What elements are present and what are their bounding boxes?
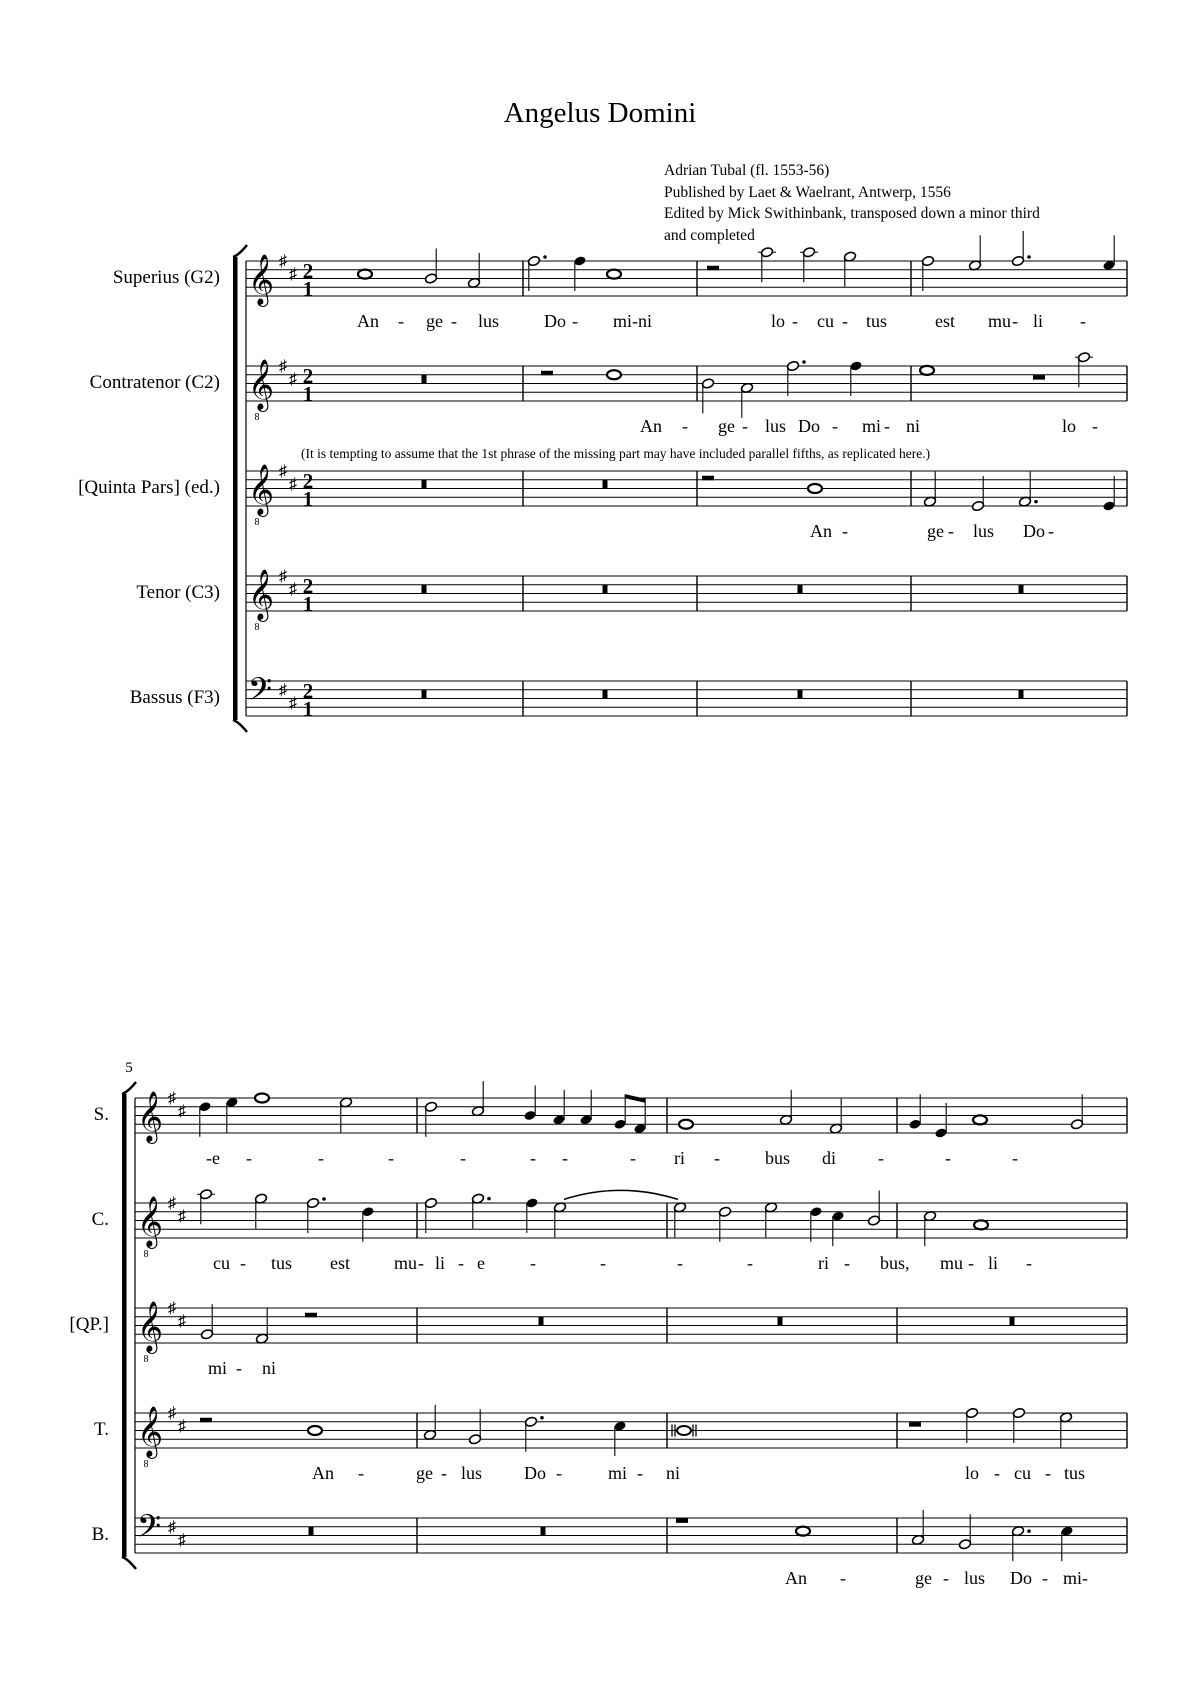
lyric-syllable: - [842,311,848,331]
measure-rest-icon [603,585,608,594]
notehead [867,1215,880,1226]
lyric-syllable: - [742,416,748,436]
lyric-syllable: - [451,311,457,331]
measure-rest-icon [603,690,608,699]
lyric-syllable: est [935,311,955,331]
lyric-syllable: - [388,1148,394,1168]
lyric-syllable: ge [416,1463,433,1483]
lyric-syllable: tus [1064,1463,1086,1483]
lyric-syllable: ni [262,1358,277,1378]
time-sig-top: 2 [302,469,314,493]
notehead [424,1101,437,1112]
measure-rest-icon [422,480,427,489]
lyric-syllable: - [714,1148,720,1168]
time-sig-top: 2 [302,574,314,598]
treble-clef-icon: 𝄞 [136,1092,164,1141]
measure-rest-icon [798,585,803,594]
notehead [849,360,862,371]
sharp-icon: ♯ [178,1531,186,1549]
staff-c- [92,1189,1127,1273]
sharp-icon: ♯ [168,1518,176,1536]
lyric-syllable: - [637,1463,643,1483]
tie [564,1190,678,1199]
whole-notehead [974,1220,988,1229]
measure-rest-icon [778,1317,783,1326]
lyric-syllable: - [747,1253,753,1273]
measure-rest-icon [422,375,427,384]
half-rest-icon [305,1313,317,1318]
staff-name-label: [Quinta Pars] (ed.) [78,477,220,498]
time-sig-bottom: 1 [302,697,314,721]
octave-eight-marker: 8 [254,517,260,528]
lyric-syllable: lus [765,416,787,436]
lyric-syllable: - [994,1463,1000,1483]
octave-eight-marker: 8 [254,622,260,633]
lyric-syllable: - [460,1148,466,1168]
lyric-syllable: e [477,1253,485,1273]
lyric-syllable: tus [866,311,888,331]
notehead [525,1197,538,1208]
whole-notehead [358,270,372,279]
notehead [934,1127,947,1138]
lyric-syllable: - [240,1253,246,1273]
lyric-syllable: ge [915,1568,932,1588]
time-sig-top: 2 [302,364,314,388]
notehead [306,1197,319,1208]
lyric-syllable: ge [718,416,735,436]
lyric-syllable: mi [608,1463,628,1483]
sharp-icon: ♯ [178,1313,186,1331]
lyric-syllable: lus [973,521,995,541]
treble-clef-icon: 𝄞 [136,1407,164,1456]
lyric-syllable: - [968,1253,974,1273]
lyric-syllable: cu [213,1253,230,1273]
half-rest-icon [541,371,553,376]
time-sig-bottom: 1 [302,382,314,406]
dot [1034,500,1038,504]
lyric-syllable: - [884,416,890,436]
dot [802,360,806,364]
notehead [523,1110,536,1121]
lyric-syllable: - [1012,1148,1018,1168]
lyric-syllable: An [785,1568,807,1588]
lyric-syllable: Do [1010,1568,1032,1588]
measure-rest-icon [798,690,803,699]
lyric-syllable: Do [798,416,820,436]
lyric-syllable: lo [965,1463,980,1483]
staff-s- [94,1081,1127,1168]
lyric-syllable: mu [394,1253,418,1273]
notehead [1012,1407,1025,1418]
lyric-syllable: - [630,1148,636,1168]
octave-eight-marker: 8 [143,1249,149,1260]
staff-name-label: T. [94,1419,109,1440]
lyric-syllable: - [840,1568,846,1588]
treble-clef-icon: 𝄞 [247,570,275,619]
lyric-syllable: - [600,1253,606,1273]
measure-rest-icon [1010,1317,1015,1326]
notehead [200,1329,213,1340]
lyric-syllable: - [1042,1568,1048,1588]
editorial-note: (It is tempting to assume that the 1st phrase of the missing part may have included parallel fifths, as replicated here.) [301,446,931,461]
whole-notehead [808,484,822,493]
sharp-icon: ♯ [178,1103,186,1121]
lyric-syllable: Do [1023,521,1045,541]
staff-superius-g2- [113,231,1127,331]
lyric-syllable: - [246,1148,252,1168]
lyric-syllable: mi- [1063,1568,1088,1588]
dot [487,1197,491,1201]
octave-eight-marker: 8 [143,1459,149,1470]
lyric-syllable: -e [206,1148,220,1168]
sharp-icon: ♯ [289,476,297,494]
lyric-syllable: - [398,311,404,331]
notehead [786,360,799,371]
lyric-syllable: li [988,1253,999,1273]
half-rest-icon [200,1418,212,1423]
sharp-icon: ♯ [168,1090,176,1107]
lyric-syllable: - [418,1253,424,1273]
sharp-icon: ♯ [279,568,287,585]
staff-name-label: Tenor (C3) [136,582,220,603]
sharp-icon: ♯ [279,463,287,480]
lyric-syllable: ni [906,416,921,436]
sharp-icon: ♯ [168,1300,176,1317]
lyric-syllable: cu [1014,1463,1031,1483]
publisher-credit: Published by Laet & Waelrant, Antwerp, 1556 [664,183,951,201]
notehead [468,1434,481,1445]
notehead [424,1197,437,1208]
notehead [809,1206,822,1217]
lyric-syllable: - [318,1148,324,1168]
bracket-hook-bottom [122,1557,136,1569]
notehead [573,255,586,266]
time-sig-bottom: 1 [302,592,314,616]
breve-notehead [677,1426,691,1435]
lyric-syllable: - [358,1463,364,1483]
lyric-syllable: - [844,1253,850,1273]
lyric-syllable: lus [461,1463,483,1483]
notehead [361,1206,374,1217]
sharp-icon: ♯ [289,694,297,712]
lyric-syllable: - [1026,1253,1032,1273]
staff-name-label: Contratenor (C2) [89,372,220,393]
measure-rest-icon [422,690,427,699]
lyric-syllable: An [312,1463,334,1483]
lyric-syllable: - [948,521,954,541]
notehead [1077,352,1090,363]
half-rest-icon [676,1518,688,1523]
dot [1027,255,1031,259]
bracket-hook-bottom [233,720,247,732]
lyric-syllable: - [556,1463,562,1483]
notehead [921,255,934,266]
sharp-icon: ♯ [178,1208,186,1226]
notehead [613,1119,626,1130]
lyric-syllable: lus [478,311,500,331]
lyric-syllable: - [1080,311,1086,331]
lyric-syllable: - [562,1148,568,1168]
treble-clef-icon: 𝄞 [136,1302,164,1351]
notehead [198,1101,211,1112]
notehead [1070,1119,1083,1130]
lyric-syllable: lo [1062,416,1077,436]
time-sig-bottom: 1 [302,277,314,301]
notehead [971,500,984,511]
half-rest-icon [1033,375,1045,380]
composer-credit: Adrian Tubal (fl. 1553-56) [664,162,830,179]
lyric-syllable: ge [927,521,944,541]
system-1 [78,231,1127,732]
measure-rest-icon [541,1527,546,1536]
lyric-syllable: An [810,521,832,541]
half-rest-icon [702,476,714,481]
beam [625,1096,645,1100]
sharp-icon: ♯ [168,1405,176,1422]
lyric-syllable: tus [271,1253,293,1273]
lyric-syllable: ri [818,1253,829,1273]
lyric-syllable: - [943,1568,949,1588]
lyric-syllable: ge [426,311,443,331]
notehead [424,273,437,284]
notehead [527,255,540,266]
staff-b- [92,1510,1127,1588]
piece-title: Angelus Domini [503,97,697,129]
whole-notehead [255,1094,269,1103]
dot [1027,1529,1031,1533]
staff-name-label: Bassus (F3) [129,687,220,708]
bass-clef-icon: 𝄢 [136,1510,162,1552]
bracket-hook-top [233,245,247,257]
notehead [718,1206,731,1217]
notehead [524,1416,537,1427]
staff-tenor-c3- [136,568,1127,633]
lyric-syllable: - [236,1358,242,1378]
notehead [802,247,815,258]
whole-notehead [920,366,934,375]
editor-credit-cont: and completed [664,226,755,244]
octave-eight-marker: 8 [143,1354,149,1365]
notehead [908,1119,921,1130]
whole-notehead [308,1426,322,1435]
measure-rest-icon [1019,690,1024,699]
staff-name-label: Superius (G2) [112,267,220,288]
system-2 [69,1060,1127,1588]
lyric-syllable: lus [964,1568,986,1588]
notehead [958,1539,971,1550]
lyric-syllable: - [1092,416,1098,436]
whole-notehead [679,1120,693,1129]
treble-clef-icon: 𝄞 [136,1197,164,1246]
lyric-syllable: - [1048,521,1054,541]
time-sig-bottom: 1 [302,487,314,511]
octave-eight-marker: 8 [254,412,260,423]
sharp-icon: ♯ [289,371,297,389]
lyric-syllable: lo [771,311,786,331]
lyric-syllable: cu [817,311,834,331]
time-sig-top: 2 [302,259,314,283]
measure-rest-icon [539,1317,544,1326]
editor-credit: Edited by Mick Swithinbank, transposed down a minor third [664,205,1040,222]
measure-rest-icon [603,480,608,489]
sharp-icon: ♯ [289,581,297,599]
lyric-syllable: - [945,1148,951,1168]
dot [540,1416,544,1420]
lyric-syllable: mi [862,416,882,436]
lyric-syllable: li [435,1253,446,1273]
lyric-syllable: Do [524,1463,546,1483]
sharp-icon: ♯ [279,253,287,270]
whole-notehead [607,270,621,279]
lyric-syllable: est [330,1253,350,1273]
lyric-syllable: - [572,311,578,331]
lyric-syllable: mi [208,1358,228,1378]
staff-contratenor-c2- [90,352,1127,461]
measure-rest-icon [422,585,427,594]
sharp-icon: ♯ [279,681,287,699]
whole-notehead [973,1115,987,1124]
notehead [965,1407,978,1418]
lyric-syllable: - [677,1253,683,1273]
half-rest-icon [909,1422,921,1427]
lyric-syllable: li [1033,311,1044,331]
whole-notehead [796,1527,810,1536]
staff-name-label: S. [93,1104,109,1125]
notehead [760,247,773,258]
lyric-syllable: bus, [880,1253,910,1273]
bass-clef-icon: 𝄢 [247,673,273,715]
bracket-hook-top [122,1082,136,1094]
treble-clef-icon: 𝄞 [247,255,275,304]
notehead [701,378,714,389]
lyric-syllable: - [842,521,848,541]
notehead [1102,500,1115,511]
lyric-syllable: - [792,311,798,331]
lyric-syllable: - [1012,311,1018,331]
measure-rest-icon [309,1527,314,1536]
sharp-icon: ♯ [168,1195,176,1212]
measure-number: 5 [125,1060,133,1076]
lyric-syllable: An [640,416,662,436]
staff-name-label: C. [91,1209,109,1230]
treble-clef-icon: 𝄞 [247,360,275,409]
treble-clef-icon: 𝄞 [247,465,275,514]
lyric-syllable: - [530,1148,536,1168]
lyric-syllable: Do [544,311,566,331]
lyric-syllable: - [530,1253,536,1273]
lyric-syllable: - [682,416,688,436]
lyric-syllable: - [1045,1463,1051,1483]
lyric-syllable: - [878,1148,884,1168]
sharp-icon: ♯ [289,266,297,284]
whole-notehead [607,370,621,379]
lyric-syllable: An [357,311,379,331]
lyric-syllable: bus [765,1148,791,1168]
dot [543,255,547,259]
staff-name-label: B. [91,1524,109,1545]
lyric-syllable: di [822,1148,837,1168]
lyric-syllable: - [832,416,838,436]
dot [322,1197,326,1201]
time-sig-top: 2 [302,679,314,703]
lyric-syllable: mu [988,311,1012,331]
staff-t- [94,1405,1127,1483]
sharp-icon: ♯ [178,1418,186,1436]
half-rest-icon [707,266,719,271]
system-bracket [233,257,238,720]
staff-name-label: [QP.] [69,1314,109,1335]
staff--qp- [69,1300,1127,1378]
lyric-syllable: ni [666,1463,681,1483]
system-bracket [122,1094,127,1557]
lyric-syllable: mi-ni [613,311,652,331]
staff-bassus-f3- [130,673,1127,721]
measure-rest-icon [1019,585,1024,594]
lyric-syllable: - [458,1253,464,1273]
lyric-syllable: ri [674,1148,685,1168]
sharp-icon: ♯ [279,358,287,375]
lyric-syllable: - [441,1463,447,1483]
notehead [1011,255,1024,266]
lyric-syllable: mu [940,1253,964,1273]
notehead [199,1189,212,1200]
